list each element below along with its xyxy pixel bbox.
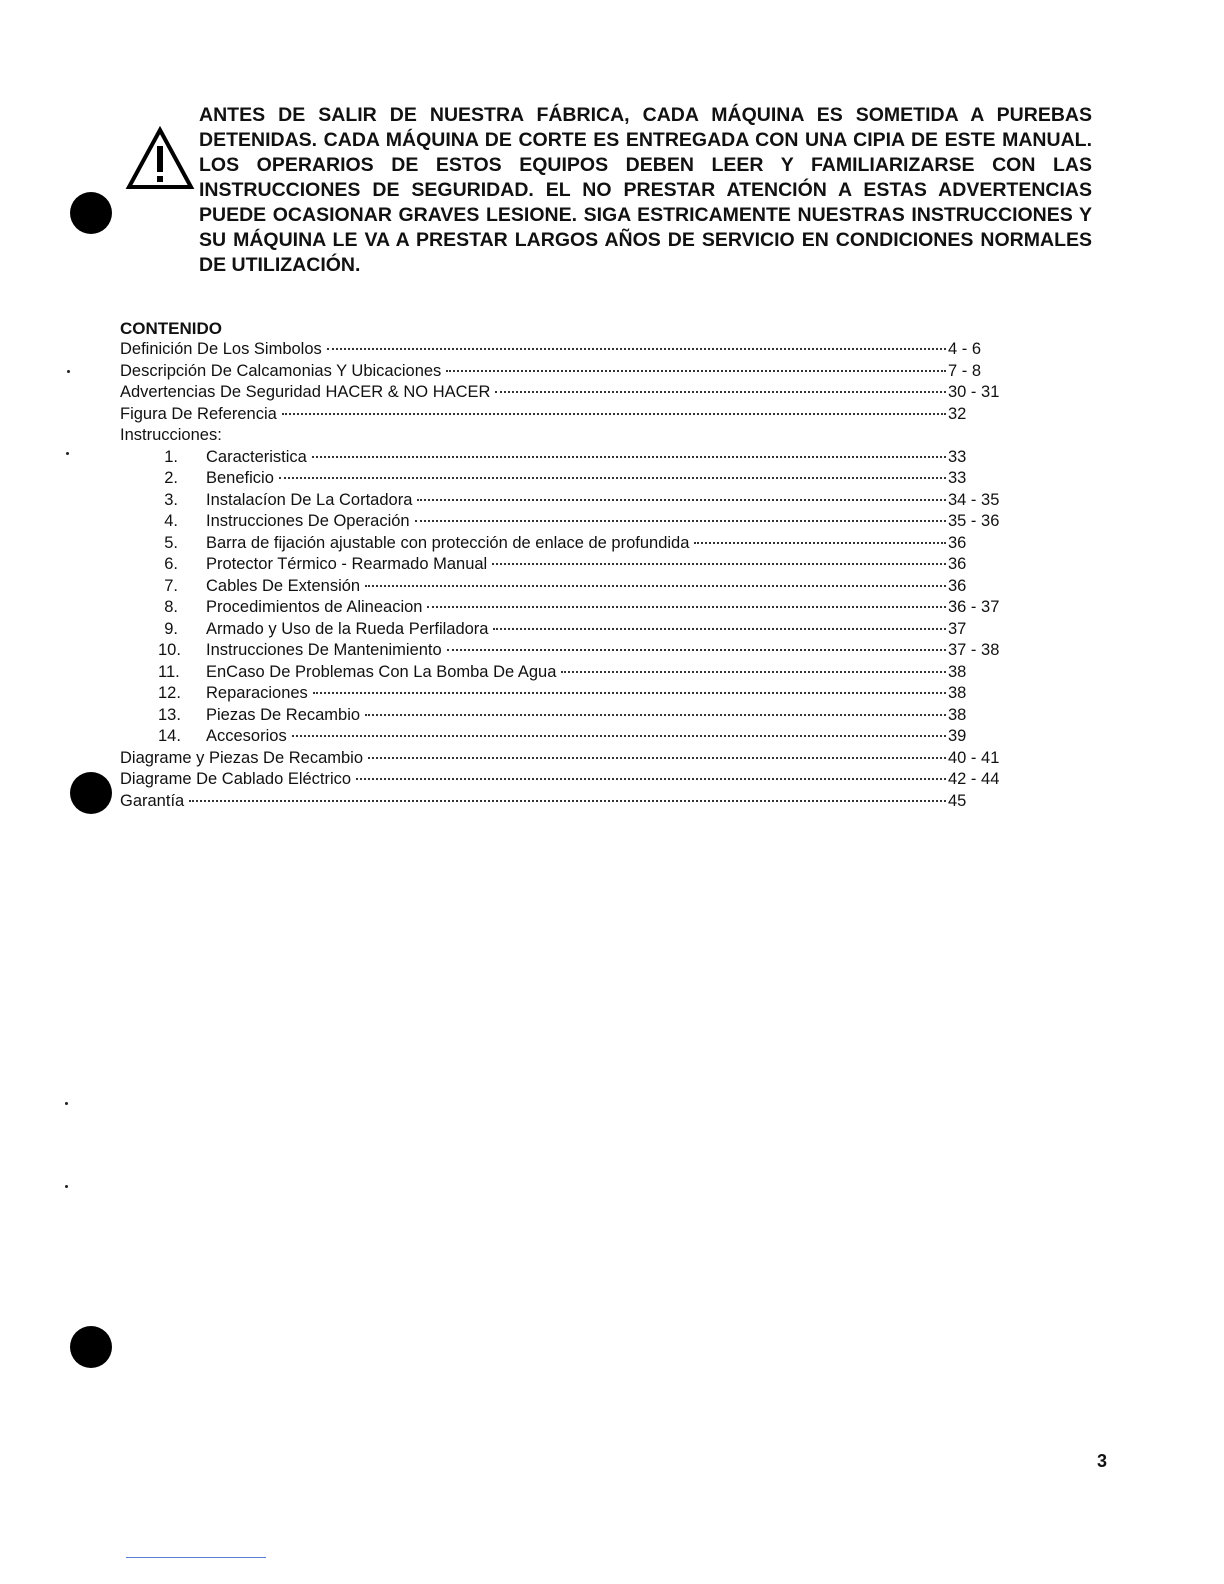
toc-dot-leader	[415, 510, 946, 522]
toc-entry-number: 6.	[164, 555, 178, 573]
binder-hole-top	[70, 192, 112, 234]
page-number: 3	[1097, 1451, 1108, 1471]
toc-entry-label: Reparaciones	[206, 684, 308, 702]
toc-entry-label: Diagrame y Piezas De Recambio	[120, 748, 364, 767]
toc-entry-label: Instrucciones De Operación	[206, 512, 410, 530]
toc-dot-leader	[282, 403, 946, 415]
toc-entry-page: 35 - 36	[948, 512, 1000, 530]
toc-dot-leader	[292, 725, 946, 737]
toc-entry-number: 9.	[164, 619, 178, 638]
toc-dot-leader	[694, 532, 946, 544]
toc-dot-leader	[447, 639, 946, 651]
toc-entry-number: 4.	[164, 512, 178, 530]
toc-entry-page: 36	[948, 555, 967, 573]
toc-entry-label: Instrucciones:	[120, 426, 222, 444]
toc-entry	[120, 769, 1010, 791]
toc-entry-label: Accesorios	[206, 727, 287, 745]
toc-entry	[120, 576, 1010, 598]
toc-entry	[120, 726, 1010, 748]
toc-list	[120, 339, 1010, 447]
toc-entry	[120, 791, 1010, 813]
toc-entry	[120, 490, 1010, 512]
toc-entry-label: Diagrame De Cablado Eléctrico	[120, 770, 352, 788]
toc-entry-number: 10.	[158, 641, 181, 659]
toc-entry-label: Instalacíon De La Cortadora	[206, 490, 413, 509]
toc-dot-leader	[492, 553, 946, 565]
scan-speck	[67, 370, 70, 373]
toc-entry-page: 38	[948, 662, 967, 681]
binder-hole-middle	[70, 772, 112, 814]
toc-entry	[120, 662, 1010, 684]
toc-entry-page: 42 - 44	[948, 770, 1000, 788]
toc-entry	[120, 533, 1010, 555]
toc-entry-page: 34 - 35	[948, 490, 1000, 509]
toc-entry	[120, 640, 1010, 662]
toc-entry-page: 30 - 31	[948, 383, 1000, 401]
toc-entry	[120, 619, 1010, 641]
toc-entry	[120, 382, 1010, 404]
footer-rule	[126, 1557, 266, 1558]
toc-entry-page: 7 - 8	[948, 361, 982, 380]
toc-entry-number: 11.	[158, 662, 180, 681]
toc-entry-page: 4 - 6	[948, 340, 982, 358]
toc-entry	[120, 339, 1010, 361]
toc-entry-label: Barra de fijación ajustable con protección de enlace de profundida	[206, 533, 690, 552]
toc-entry-page: 33	[948, 447, 967, 466]
toc-heading: CONTENIDO	[120, 319, 222, 338]
toc-entry	[120, 748, 1010, 770]
toc-entry-label: Procedimientos de Alineacion	[206, 598, 423, 616]
toc-entry	[120, 447, 1010, 469]
toc-dot-leader	[495, 381, 946, 393]
toc-entry-number: 5.	[164, 533, 178, 552]
toc-entry	[120, 468, 1010, 490]
toc-entry-page: 37	[948, 619, 967, 638]
toc-dot-leader	[312, 446, 946, 458]
toc-dot-leader	[368, 747, 946, 759]
toc-dot-leader	[279, 467, 946, 479]
toc-entry-page: 36 - 37	[948, 598, 1000, 616]
toc-entry-number: 3.	[164, 490, 178, 509]
toc-entry	[120, 404, 1010, 426]
toc-entry-label: Caracteristica	[206, 447, 307, 466]
toc-dot-leader	[189, 790, 946, 802]
toc-dot-leader	[446, 360, 946, 372]
toc-entry-page: 33	[948, 469, 967, 487]
toc-entry-label: Advertencias De Seguridad HACER & NO HACER	[120, 383, 491, 401]
toc-entry-label: Figura De Referencia	[120, 404, 277, 423]
toc-entry-page: 38	[948, 705, 967, 724]
toc-entry-number: 13.	[158, 705, 181, 724]
toc-dot-leader	[417, 489, 946, 501]
toc-entry-page: 39	[948, 727, 967, 745]
toc-entry-number: 8.	[164, 598, 178, 616]
table-of-contents	[120, 318, 1010, 812]
scan-speck	[66, 452, 69, 455]
toc-dot-leader	[365, 575, 946, 587]
toc-dot-leader	[561, 661, 946, 673]
toc-entry-label: Piezas De Recambio	[206, 705, 361, 724]
toc-entry-label: Armado y Uso de la Rueda Perfiladora	[206, 619, 489, 638]
toc-entry	[120, 705, 1010, 727]
toc-instructions-list	[120, 447, 1010, 748]
scan-speck	[65, 1102, 68, 1105]
toc-entry	[120, 683, 1010, 705]
toc-entry-label: Definición De Los Simbolos	[120, 340, 322, 358]
toc-dot-leader	[356, 768, 946, 780]
toc-dot-leader	[493, 618, 946, 630]
toc-entry	[120, 361, 1010, 383]
toc-entry	[120, 511, 1010, 533]
toc-dot-leader	[327, 338, 946, 350]
toc-entry-page: 36	[948, 533, 967, 552]
toc-entry-label: Descripción De Calcamonias Y Ubicaciones	[120, 361, 442, 380]
toc-entry	[120, 425, 1010, 447]
toc-dot-leader	[365, 704, 946, 716]
toc-entry-label: Instrucciones De Mantenimiento	[206, 641, 442, 659]
toc-entry-number: 1.	[164, 447, 178, 466]
binder-hole-bottom	[70, 1326, 112, 1368]
toc-entry-label: Garantía	[120, 791, 185, 810]
toc-entry-page: 36	[948, 576, 967, 595]
toc-dot-leader	[427, 596, 946, 608]
toc-entry-number: 7.	[164, 576, 178, 595]
toc-entry-label: Protector Térmico - Rearmado Manual	[206, 555, 488, 573]
toc-entry-page: 45	[948, 791, 967, 810]
toc-entry-number: 2.	[164, 469, 178, 487]
toc-entry-label: Cables De Extensión	[206, 576, 361, 595]
toc-entry-label: EnCaso De Problemas Con La Bomba De Agua	[206, 662, 557, 681]
toc-entry-number: 14.	[158, 727, 181, 745]
scan-speck	[65, 1185, 68, 1188]
toc-entry-number: 12.	[158, 684, 181, 702]
toc-entry	[120, 597, 1010, 619]
toc-entry-label: Beneficio	[206, 469, 274, 487]
toc-entry-page: 40 - 41	[948, 748, 1000, 767]
toc-entry-page: 37 - 38	[948, 641, 1000, 659]
toc-entry-page: 32	[948, 404, 967, 423]
toc-dot-leader	[313, 682, 946, 694]
safety-warning-text: ANTES DE SALIR DE NUESTRA FÁBRICA, CADA MÁQUINA ES SOMETIDA A PUREBAS DETENIDAS. CADA MÁQUINA DE CORTE ES ENTREGADA CON UNA CIPIA DE ESTE MANUAL. LOS OPERARIOS DE ESTOS EQUIPOS DEBEN LEER Y FAMILIARIZARSE CON LAS INSTRUCCIONES DE SEGURIDAD. EL NO PRESTAR ATENCIÓN A ESTAS ADVERTENCIAS PUEDE OCASIONAR GRAVES LESIONE. SIGA ESTRICAMENTE NUESTRAS INSTRUCCIONES Y SU MÁQUINA LE VA A PRESTAR LARGOS AÑOS DE SERVICIO EN CONDICIONES NORMALES DE UTILIZACIÓN.	[199, 104, 1092, 276]
toc-entry	[120, 554, 1010, 576]
toc-entry-page: 38	[948, 684, 967, 702]
toc-tail-list	[120, 748, 1010, 813]
warning-triangle-icon	[125, 126, 195, 190]
